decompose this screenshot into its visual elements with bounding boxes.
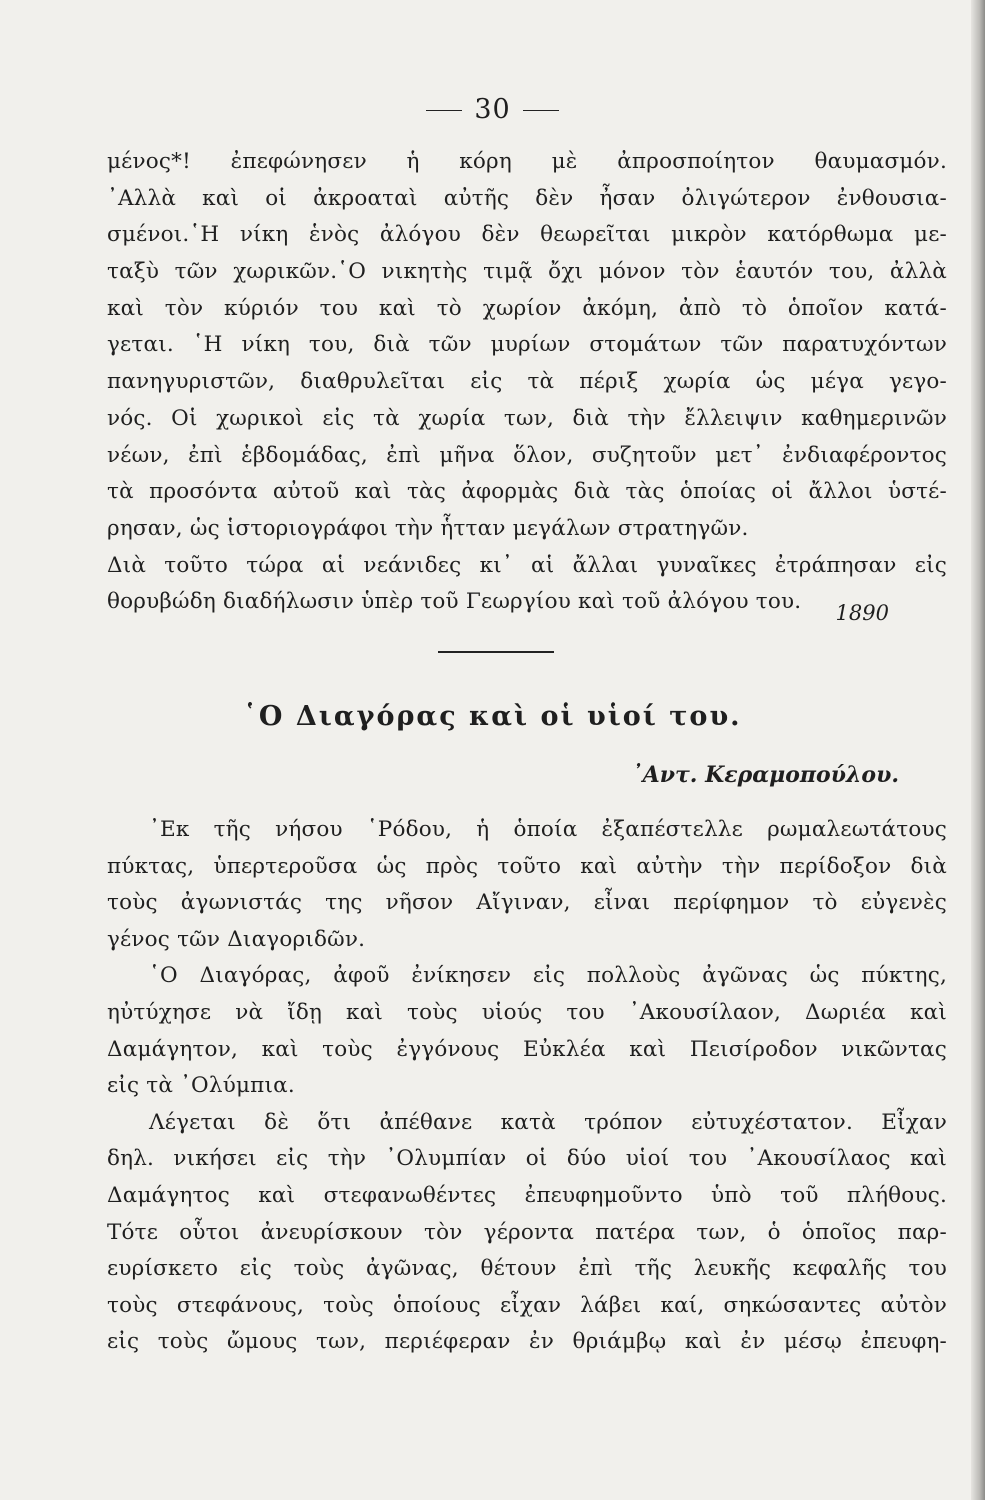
page-number-text: 30 — [474, 94, 511, 125]
text-line: τὰ προσόντα αὐτοῦ καὶ τὰς ἀφορμὰς διὰ τὰς ὁποίας οἱ ἄλλοι ὑστέ- — [107, 479, 947, 505]
page-number — [0, 94, 985, 125]
dash-left — [426, 110, 462, 111]
text-line: τοὺς στεφάνους, τοὺς ὁποίους εἶχαν λάβει καί, σηκώσαντες αὐτὸν — [107, 1292, 947, 1318]
text-line: γεται. ῾Η νίκη του, διὰ τῶν μυρίων στομάτων τῶν παρατυχόντων — [107, 332, 947, 358]
date: 1890 — [835, 601, 889, 625]
chapter-title: ῾Ο Διαγόρας καὶ οἱ υἱοί του. — [243, 701, 742, 732]
text-line: ῾Ο Διαγόρας, ἀφοῦ ἐνίκησεν εἰς πολλοὺς ἀγῶνας ὡς πύκτης, — [149, 963, 947, 989]
text-line: πύκτας, ὑπερτεροῦσα ὡς πρὸς τοῦτο καὶ αὐτὴν τὴν περίδοξον διὰ — [107, 853, 947, 879]
text-line: Δαμάγητον, καὶ τοὺς ἐγγόνους Εὐκλέα καὶ Πεισίροδον νικῶντας — [107, 1036, 947, 1062]
text-line: εἰς τὰ ᾿Ολύμπια. — [107, 1073, 295, 1099]
text-line: γένος τῶν Διαγοριδῶν. — [107, 926, 366, 952]
text-line: θορυβώδη διαδήλωσιν ὑπὲρ τοῦ Γεωργίου καὶ τοῦ ἀλόγου του. — [107, 589, 802, 615]
continuation-text — [107, 144, 947, 621]
text-line: δηλ. νικήσει εἰς τὴν ᾿Ολυμπίαν οἱ δύο υἱοί του ᾿Ακουσίλαος καὶ — [107, 1146, 947, 1172]
text-line: νέων, ἐπὶ ἑβδομάδας, ἐπὶ μῆνα ὅλον, συζητοῦν μετ᾿ ἐνδιαφέροντος — [107, 442, 947, 468]
text-line: τοὺς ἀγωνιστάς της νῆσον Αἴγιναν, εἶναι περίφημον τὸ εὐγενὲς — [107, 890, 947, 916]
text-line: μένος*! ἐπεφώνησεν ἡ κόρη μὲ ἀπροσποίητον θαυμασμόν. — [107, 149, 947, 174]
text-line: ᾿Εκ τῆς νήσου ῾Ρόδου, ἡ ὁποία ἐξαπέστελλε ρωμαλεωτάτους — [149, 817, 947, 842]
text-line: εἰς τοὺς ὤμους των, περιέφεραν ἐν θριάμβῳ καὶ ἐν μέσῳ ἐπευφη- — [107, 1329, 947, 1355]
text-line: ᾿Αλλὰ καὶ οἱ ἀκροαταὶ αὐτῆς δὲν ἦσαν ὀλιγώτερον ἐνθουσια- — [107, 185, 947, 211]
chapter-author: ᾿Αντ. Κεραμοπούλου. — [631, 762, 899, 788]
text-line: Τότε οὗτοι ἀνευρίσκουν τὸν γέροντα πατέρα των, ὁ ὁποῖος παρ- — [107, 1219, 947, 1245]
dash-right — [523, 110, 559, 111]
text-line: ευρίσκετο εἰς τοὺς ἀγῶνας, θέτουν ἐπὶ τῆς λευκῆς κεφαλῆς του — [107, 1256, 947, 1282]
chapter-body — [107, 812, 947, 1361]
text-line: νός. Οἱ χωρικοὶ εἰς τὰ χωρία των, διὰ τὴν ἔλλειψιν καθημερινῶν — [107, 405, 947, 431]
text-line: καὶ τὸν κύριόν του καὶ τὸ χωρίον ἀκόμη, ἀπὸ τὸ ὁποῖον κατά- — [107, 295, 947, 321]
text-line: σμένοι.῾Η νίκη ἑνὸς ἀλόγου δὲν θεωρεῖται μικρὸν κατόρθωμα με- — [107, 222, 947, 248]
section-divider — [438, 651, 554, 653]
text-line: ρησαν, ὡς ἱστοριογράφοι τὴν ἧτταν μεγάλων στρατηγῶν. — [107, 515, 749, 541]
text-line: Διὰ τοῦτο τώρα αἱ νεάνιδες κι᾿ αἱ ἄλλαι γυναῖκες ἐτράπησαν εἰς — [107, 552, 947, 578]
text-line: ταξὺ τῶν χωρικῶν.῾Ο νικητὴς τιμᾷ ὄχι μόνον τὸν ἑαυτόν του, ἀλλὰ — [107, 259, 947, 285]
text-line: πανηγυριστῶν, διαθρυλεῖται εἰς τὰ πέριξ χωρία ὡς μέγα γεγο- — [107, 369, 947, 395]
text-line: Λέγεται δὲ ὅτι ἀπέθανε κατὰ τρόπον εὐτυχέστατον. Εἶχαν — [149, 1109, 947, 1135]
page-edge — [971, 0, 985, 1500]
text-line: ηὐτύχησε νὰ ἴδῃ καὶ τοὺς υἱούς του ᾿Ακουσίλαον, Δωριέα καὶ — [107, 999, 947, 1025]
text-line: Δαμάγητος καὶ στεφανωθέντες ἐπευφημοῦντο ὑπὸ τοῦ πλήθους. — [107, 1182, 947, 1208]
